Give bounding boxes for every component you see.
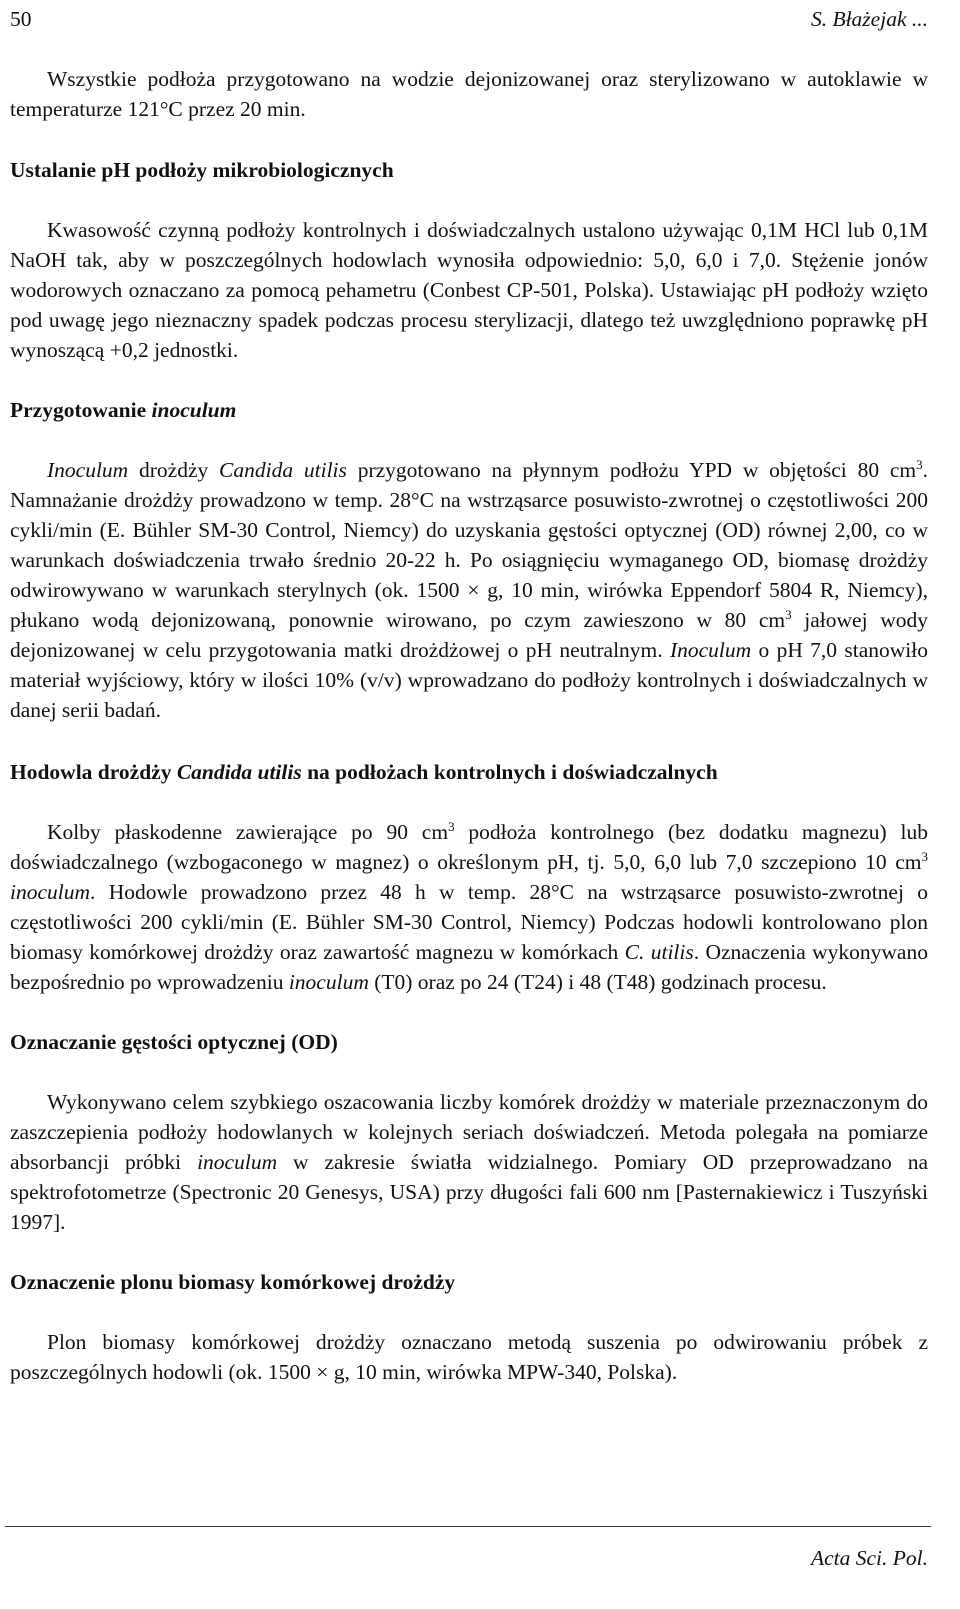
section-heading-od: Oznaczanie gęstości optycznej (OD) bbox=[10, 1030, 338, 1054]
section-heading-culture bbox=[10, 757, 928, 787]
text-run: drożdży bbox=[128, 458, 220, 482]
intro-paragraph: Wszystkie podłoża przygotowano na wodzie dejonizowanej oraz sterylizowano w autoklawie w temperaturze 121°C przez 20 min. bbox=[10, 67, 928, 121]
od-paragraph bbox=[10, 1087, 928, 1237]
text-run: w zakresie światła widzialnego. Pomiary OD przeprowadzano na spektrofotometrze (Spectronic 20 Genesys, USA) przy długości fali 600 nm [Pasternakiewicz i Tuszyński 1997]. bbox=[10, 1150, 928, 1234]
superscript: 3 bbox=[916, 457, 923, 472]
page bbox=[10, 0, 928, 1387]
journal-footer: Acta Sci. Pol. bbox=[810, 1546, 928, 1570]
text-run: przygotowano na płynnym podłożu YPD w objętości 80 cm bbox=[346, 458, 917, 482]
term-inoculum: inoculum bbox=[10, 880, 91, 904]
running-head: S. Błażejak ... bbox=[810, 7, 928, 31]
section-heading-inoculum bbox=[10, 395, 928, 425]
footer-rule bbox=[5, 1526, 931, 1527]
section-heading-ph: Ustalanie pH podłoży mikrobiologicznych bbox=[10, 158, 394, 182]
biomass-paragraph: Plon biomasy komórkowej drożdży oznaczano metodą suszenia po odwirowaniu próbek z poszczególnych hodowli (ok. 1500 × g, 10 min, wirówka MPW-340, Polska). bbox=[10, 1330, 928, 1384]
text-run: . Oznaczenia wykonywano bezpośrednio po wprowadzeniu bbox=[10, 940, 928, 994]
heading-italic-species: Candida utilis bbox=[176, 760, 302, 784]
heading-text: Hodowla drożdży bbox=[10, 760, 177, 784]
text-run: . Namnażanie drożdży prowadzono w temp. 28°C na wstrząsarce posuwisto-zwrotnej o częstotliwości 200 cykli/min (E. Bühler SM-30 Control, Niemcy) do uzyskania gęstości optycznej (OD) równej 2,00, co w warunkach doświadczenia trwało średnio 20-22 h. Po osiągnięciu wymaganego OD, biomasę drożdży odwirowywano w warunkach sterylnych (ok. 1500 × g, 10 min, wirówka Eppendorf 5804 R, Niemcy), płukano wodą dejonizowaną, ponownie wirowano, po czym zawieszono w 80 cm bbox=[10, 458, 928, 632]
species-name: C. utilis bbox=[624, 940, 694, 964]
inoculum-paragraph bbox=[10, 455, 928, 725]
species-name: Candida utilis bbox=[219, 458, 347, 482]
page-header bbox=[10, 4, 928, 34]
text-run: o pH 7,0 stanowiło materiał wyjściowy, który w ilości 10% (v/v) wprowadzano do podłoży kontrolnych i doświadczalnych w danej serii badań. bbox=[10, 638, 928, 722]
term-inoculum: inoculum bbox=[197, 1150, 278, 1174]
heading-text: na podłożach kontrolnych i doświadczalnych bbox=[301, 760, 718, 784]
text-run: jałowej wody dejonizowanej w celu przygotowania matki drożdżowej o pH neutralnym. bbox=[10, 608, 928, 662]
heading-text: Przygotowanie bbox=[10, 398, 152, 422]
heading-italic-term: inoculum bbox=[151, 398, 237, 422]
term-inoculum: Inoculum bbox=[47, 458, 129, 482]
text-run: . Hodowle prowadzono przez 48 h w temp. 28°C na wstrząsarce posuwisto-zwrotnej o częstotliwości 200 cykli/min (E. Bühler SM-30 Control, Niemcy) Podczas hodowli kontrolowano plon biomasy komórkowej drożdży oraz zawartość magnezu w komórkach bbox=[10, 880, 928, 964]
superscript: 3 bbox=[448, 819, 455, 834]
text-run: Wykonywano celem szybkiego oszacowania liczby komórek drożdży w materiale przeznaczonym do zaszczepienia podłoży hodowlanych w kolejnych seriach doświadczeń. Metoda polegała na pomiarze absorbancji próbki bbox=[10, 1090, 928, 1174]
section-heading-biomass: Oznaczenie plonu biomasy komórkowej drożdży bbox=[10, 1270, 456, 1294]
text-run: Kolby płaskodenne zawierające po 90 cm bbox=[47, 820, 449, 844]
ph-paragraph: Kwasowość czynną podłoży kontrolnych i doświadczalnych ustalono używając 0,1M HCl lub 0,1M NaOH tak, aby w poszczególnych hodowlach wynosiła odpowiednio: 5,0, 6,0 i 7,0. Stężenie jonów wodorowych oznaczano za pomocą pehametru (Conbest CP-501, Polska). Ustawiając pH podłoży wzięto pod uwagę jego nieznaczny spadek podczas procesu sterylizacji, dlatego też uwzględniono poprawkę pH wynoszącą +0,2 jednostki. bbox=[10, 218, 928, 362]
term-inoculum: Inoculum bbox=[669, 638, 752, 662]
text-run: (T0) oraz po 24 (T24) i 48 (T48) godzinach procesu. bbox=[368, 970, 827, 994]
term-inoculum: inoculum bbox=[288, 970, 369, 994]
text-run: podłoża kontrolnego (bez dodatku magnezu) lub doświadczalnego (wzbogaconego w magnez) o określonym pH, tj. 5,0, 6,0 lub 7,0 szczepiono 10 cm bbox=[10, 820, 928, 874]
superscript: 3 bbox=[785, 607, 792, 622]
page-number: 50 bbox=[10, 7, 32, 31]
culture-paragraph bbox=[10, 817, 928, 997]
superscript: 3 bbox=[921, 849, 928, 864]
